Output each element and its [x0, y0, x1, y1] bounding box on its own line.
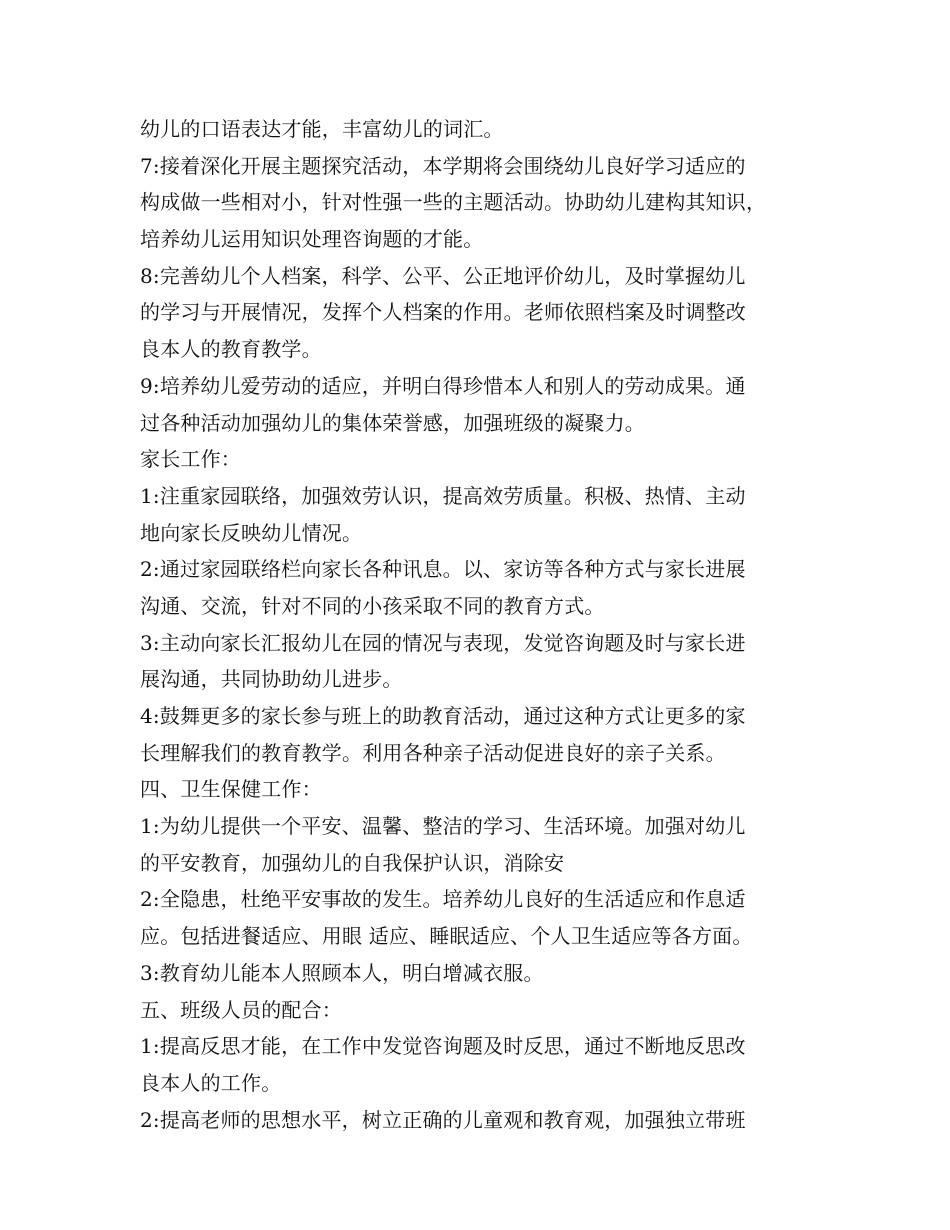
text-line: 良本人的教育教学。 — [140, 337, 322, 362]
section-heading: 四、卫生保健工作： — [140, 777, 322, 802]
text-line: 构成做一些相对小，针对性强一些的主题活动。协助幼儿建构其知识， — [140, 190, 767, 215]
text-line: 良本人的工作。 — [140, 1070, 282, 1095]
text-line: 培养幼儿运用知识处理咨询题的才能。 — [140, 227, 484, 252]
text-line: 的学习与开展情况，发挥个人档案的作用。老师依照档案及时调整改 — [140, 300, 746, 325]
text-line: 幼儿的口语表达才能，丰富幼儿的词汇。 — [140, 117, 504, 141]
text-line: 3:教育幼儿能本人照顾本人，明白增减衣服。 — [140, 960, 544, 985]
text-line: 4:鼓舞更多的家长参与班上的助教育活动，通过这种方式让更多的家 — [140, 704, 746, 728]
text-line: 展沟通，共同协助幼儿进步。 — [140, 667, 403, 692]
text-line: 2:提高老师的思想水平，树立正确的儿童观和教育观，加强独立带班 — [140, 1107, 746, 1132]
document-body — [140, 111, 840, 1138]
text-line: 2:全隐患，杜绝平安事故的发生。培养幼儿良好的生活适应和作息适 — [140, 887, 746, 912]
text-line: 9:培养幼儿爱劳动的适应，并明白得珍惜本人和别人的劳动成果。通 — [140, 373, 746, 398]
text-line: 1:为幼儿提供一个平安、温馨、整洁的学习、生活环境。加强对幼儿 — [140, 814, 746, 839]
section-heading: 五、班级人员的配合： — [140, 997, 342, 1022]
text-line: 3:主动向家长汇报幼儿在园的情况与表现，发觉咨询题及时与家长进 — [140, 630, 746, 655]
text-line: 7:接着深化开展主题探究活动，本学期将会围绕幼儿良好学习适应的 — [140, 153, 746, 178]
text-line: 1:注重家园联络，加强效劳认识，提高效劳质量。积极、热情、主动 — [140, 483, 746, 508]
text-line: 地向家长反映幼儿情况。 — [140, 520, 363, 545]
text-line: 沟通、交流，针对不同的小孩采取不同的教育方式。 — [140, 593, 605, 618]
text-line: 应。包括进餐适应、用眼 适应、睡眠适应、个人卫生适应等各方面。 — [140, 924, 753, 949]
text-line: 过各种活动加强幼儿的集体荣誉感，加强班级的凝聚力。 — [140, 410, 645, 435]
text-line: 的平安教育，加强幼儿的自我保护认识，消除安 — [140, 850, 565, 875]
text-line: 8:完善幼儿个人档案，科学、公平、公正地评价幼儿，及时掌握幼儿 — [140, 263, 746, 288]
section-heading: 家长工作： — [140, 447, 241, 472]
text-line: 2:通过家园联络栏向家长各种讯息。以、家访等各种方式与家长进展 — [140, 557, 746, 582]
text-line: 长理解我们的教育教学。利用各种亲子活动促进良好的亲子关系。 — [140, 740, 726, 765]
text-line: 1:提高反思才能，在工作中发觉咨询题及时反思，通过不断地反思改 — [140, 1034, 746, 1059]
